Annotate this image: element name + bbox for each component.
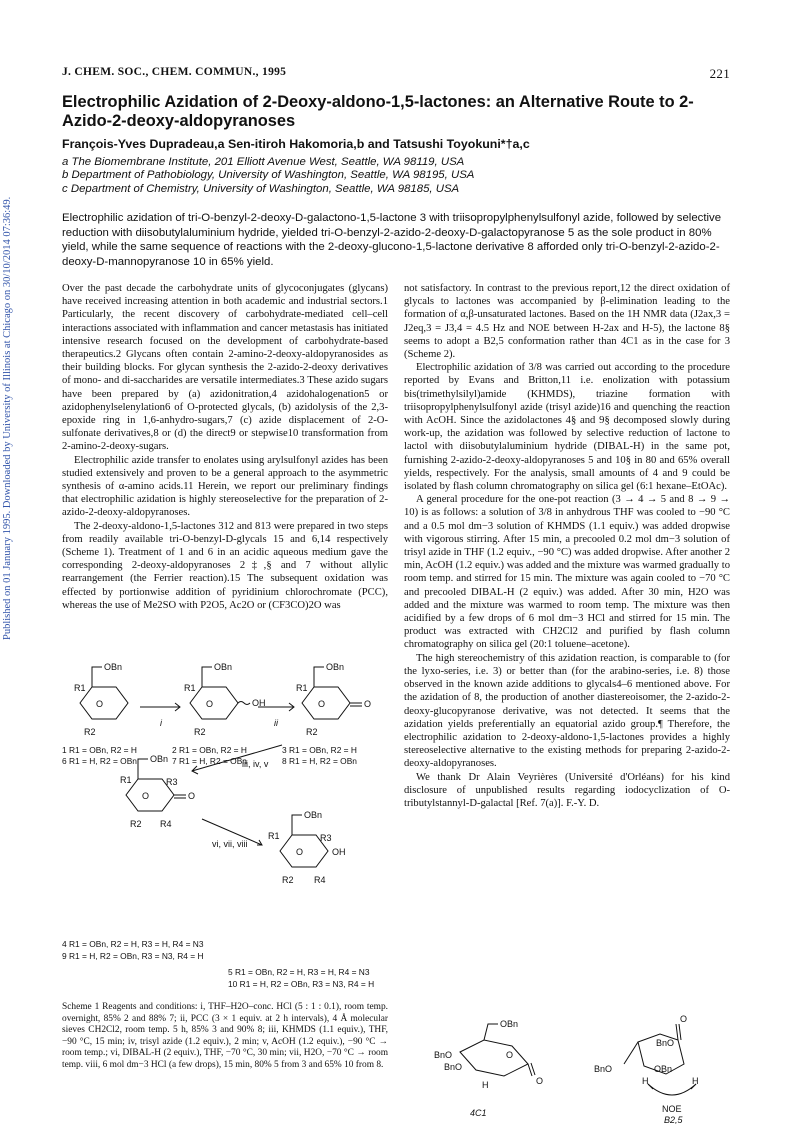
obn-label: OBn [500, 1019, 519, 1029]
substituent-bond [138, 759, 148, 779]
affiliation-a: a The Biomembrane Institute, 201 Elliott Avenue West, Seattle, WA 98119, USA [62, 156, 465, 168]
r1-label: R1 [296, 683, 308, 693]
o-label: O [206, 699, 214, 709]
carbonyl-bond [350, 703, 362, 706]
right-column [404, 282, 730, 810]
obn-label: OBn [214, 662, 233, 672]
download-watermark [0, 0, 20, 1128]
carbonyl-bond [528, 1063, 535, 1076]
wavy-bond [238, 702, 250, 705]
compound-label: 5 R1 = OBn, R2 = H, R3 = H, R4 = N3 [228, 967, 370, 977]
carbonyl-bond [174, 795, 186, 798]
carbonyl-bond [676, 1024, 681, 1040]
obn-label: OBn [150, 754, 169, 764]
conformer-b25-label: B2,5 [664, 1115, 683, 1124]
r1-label: R1 [268, 831, 280, 841]
carbonyl-o-label: O [364, 699, 372, 709]
ring-o-label: O [506, 1050, 514, 1060]
o-label: O [318, 699, 326, 709]
page-number: 221 [709, 66, 730, 81]
affiliation-c: c Department of Chemistry, University of Washington, Seattle, WA 98185, USA [62, 183, 460, 195]
ring-bond [302, 687, 350, 719]
running-head [62, 66, 730, 82]
ring-bond [80, 687, 128, 719]
scheme-2-figure [410, 1012, 732, 1124]
substituent-bond [624, 1042, 638, 1064]
obn-label: OBn [104, 662, 123, 672]
bno-label: BnO [594, 1064, 613, 1074]
paragraph: Electrophilic azide transfer to enolates using arylsulfonyl azides has been studied extensively and proven to be a general approach to the asymmetric synthesis of α-amino acids.11 Herein, we report our preliminary findings that electrophilic azidation is highly stereoselective for the preparation of 2-azido-2-deoxy-aldopyranoses. [62, 454, 388, 519]
noe-label: NOE [662, 1104, 682, 1114]
noe-arrow [648, 1084, 696, 1095]
author-list: François-Yves Dupradeau,a Sen-itiroh Hakomoria,b and Tatsushi Toyokuni*†a,c [62, 137, 530, 151]
r3-label: R3 [320, 833, 332, 843]
obn-label: OBn [654, 1064, 673, 1074]
compound-label: 2 R1 = OBn, R2 = H [172, 745, 247, 755]
step-i-label: i [160, 718, 162, 728]
oh-label: OH [332, 847, 346, 857]
r1-label: R1 [74, 683, 86, 693]
obn-label: OBn [304, 810, 323, 820]
step-ii-label: ii [274, 718, 278, 728]
scheme-1-figure [62, 655, 392, 1000]
r4-label: R4 [314, 875, 326, 885]
paragraph: Electrophilic azidation of 3/8 was carried out according to the procedure reported by Evans and Britton,11 i.e. enolization with potassium bis(trimethylsilyl)amide (KHMDS), triazine formation with triisopropylphenylsulfonyl azide (trisyl azide)16 and quenching the reaction with AcOH. Since the azidolactones 4§ and 9§ decomposed slowly during work-up, the azidation was followed by selective reduction of lactone to lactol with diisobutylaluminium hydride (DIBAL-H) in the same pot, furnishing 2-azido-2-deoxy-aldopyranoses 5 and 10§ in 80 and 65% overall yields, respectively. For the analysis, small amounts of 4 and 9 could be isolated by flash column chromatography on silica gel (6:1 hexane–EtOAc). [404, 362, 730, 493]
o-label: O [96, 699, 104, 709]
o-label: O [296, 847, 304, 857]
noe-arrowhead [648, 1084, 696, 1089]
r2-label: R2 [130, 819, 142, 829]
r4-label: R4 [160, 819, 172, 829]
h-label: H [692, 1076, 699, 1086]
download-watermark-text: Published on 01 January 1995. Downloaded by University of Illinois at Chicago on 30/10/2014 07:36:49. [2, 196, 13, 640]
bno-label: BnO [434, 1050, 453, 1060]
paragraph: not satisfactory. In contrast to the previous report,12 the direct oxidation of glycals to lactones was accompanied by β-elimination leading to the formation of α,β-unsaturated lactones. Based on the 1H NMR data (J2ax,3 = J2eq,3 = J3,4 = 4.5 Hz and NOE between H-2ax and H-5), the lactone 8§ seems to adopt a B2,5 conformation rather than 4C1 as in the case for 3 (Scheme 2). [404, 283, 730, 361]
substituent-bond [314, 667, 324, 687]
r1-label: R1 [120, 775, 132, 785]
compound-label: 9 R1 = H, R2 = OBn, R3 = N3, R4 = H [62, 951, 204, 961]
substituent-bond [202, 667, 212, 687]
compound-label: 1 R1 = OBn, R2 = H [62, 745, 137, 755]
paragraph: The high stereochemistry of this azidation reaction, is comparable to (for the lyxo-series, i.e. 3) or better than (for the arabino-series, i.e. 8) those observed in the known azide additions to glycals4–6 mentioned above. For the azidation of 8, the production of another diastereoisomer, the 2-azido-2-deoxy-glucopyranose derivative, was not detected. It seems that the azidation yields preferentially an equatorial azido group.¶ Therefore, the electrophilic azidation to 2-deoxy-aldono-1,5-lactones provides a highly stereoselective alternative to the existing methods for preparing 2-azido-2-deoxy-aldopyranoses. [404, 652, 730, 770]
paragraph: We thank Dr Alain Veyrières (Université d'Orléans) for his kind disclosure of unpublished results regarding iodocyclization of O-tributylstannyl-D-galactal [Ref. 7(a)]. F.-Y. D. [404, 771, 730, 809]
compound-label: 3 R1 = OBn, R2 = H [282, 745, 357, 755]
paragraph: A general procedure for the one-pot reaction (3 → 4 → 5 and 8 → 9 → 10) is as follows: a solution of 3/8 in anhydrous THF was cooled to −90 °C and a 0.5 mol dm−3 solution of KHMDS (1.1 equiv.) was added dropwise with vigorous stirring. After 15 min, a precooled 0.2 mol dm−3 solution of trisyl azide in THF (1.2 equiv., −90 °C) was added dropwise. After another 2 min, AcOH (1.2 equiv.) was added and the mixture was warmed gradually to room temp. and stirred for 15 min. The mixture was again cooled to −70 °C and precooled DIBAL-H (2 equiv.) was added. After 30 min, H2O was added and the mixture was warmed to room temp. The mixture was then acidified by a few drops of 6 mol dm−3 HCl and stirred for 15 min. The product was extracted with CH2Cl2 and purified by flash column chromatography on silica gel (20:1 toluene–acetone). [404, 494, 730, 651]
bno-label: BnO [656, 1038, 675, 1048]
h-label: H [482, 1080, 489, 1090]
compound-label: 4 R1 = OBn, R2 = H, R3 = H, R4 = N3 [62, 939, 204, 949]
affiliation-b: b Department of Pathobiology, University of Washington, Seattle, WA 98195, USA [62, 169, 475, 181]
r2-label: R2 [282, 875, 294, 885]
conformer-4c1-label: 4C1 [470, 1108, 487, 1118]
carbonyl-o-label: O [536, 1076, 544, 1086]
step-iii-v-label: iii, iv, v [242, 759, 269, 769]
r2-label: R2 [84, 727, 96, 737]
oh-label: OH [252, 698, 266, 708]
r2-label: R2 [306, 727, 318, 737]
abstract: Electrophilic azidation of tri-O-benzyl-2-deoxy-D-galactono-1,5-lactone 3 with triisopropylphenylsulfonyl azide, followed by selective reduction with diisobutylaluminium hydride, yielded tri-O-benzyl-2-azido-2-deoxy-D-galactopyranose 5 as the sole product in 80% yield, while the same sequence of reactions with the 2-deoxy-glucono-1,5-lactone derivative 8 afforded only tri-O-benzyl-2-azido-2-deoxy-D-mannopyranose 10 in 65% yield. [62, 212, 722, 268]
paragraph: Over the past decade the carbohydrate units of glycoconjugates (glycans) have received increasing attention in both academic and industrial sectors.1 Particularly, the recent discovery of carbohydrate-mediated cell–cell interactions associated with inflammation and cancer metastasis has initiated intensive research focused on the development of carbohydrate-based therapeutics.2 Glycans often contain 2-amino-2-deoxy-aldopyranosides as their building blocks. For glycan synthesis the 2-azido-2-deoxy derivatives of mono- and di-saccharides are versatile intermediates.3 These azido sugars have been prepared by (a) azidonitration,4 azidohalogenation5 or azidophenylselenylation6 of O-protected glycals, (b) azidolysis of the 2,3-epoxide ring in 1,6-anhydro-sugars,7 (c) azide displacement of 2-O-sulfonate derivatives,8 or (d) the direct9 or stepwise10 transformation from 2-amino-2-deoxy-sugars. [62, 283, 388, 453]
ring-bond [460, 1040, 528, 1076]
r1-label: R1 [184, 683, 196, 693]
ring-bond [190, 687, 238, 719]
r2-label: R2 [194, 727, 206, 737]
reaction-arrow [140, 703, 180, 711]
substituent-bond [92, 667, 102, 687]
journal-citation: J. CHEM. SOC., CHEM. COMMUN., 1995 [62, 66, 287, 78]
bno-label: BnO [444, 1062, 463, 1072]
carbonyl-o-label: O [188, 791, 196, 801]
step-vi-viii-label: vi, vii, viii [212, 839, 248, 849]
h-label: H [642, 1076, 649, 1086]
carbonyl-o-label: O [680, 1014, 688, 1024]
obn-label: OBn [326, 662, 345, 672]
r3-label: R3 [166, 777, 178, 787]
o-label: O [142, 791, 150, 801]
compound-label: 10 R1 = H, R2 = OBn, R3 = N3, R4 = H [228, 979, 375, 989]
substituent-bond [292, 815, 302, 835]
compound-label: 7 R1 = H, R2 = OBn [172, 756, 247, 766]
compound-label: 6 R1 = H, R2 = OBn [62, 756, 137, 766]
compound-label: 8 R1 = H, R2 = OBn [282, 756, 357, 766]
scheme-1-caption: Scheme 1 Reagents and conditions: i, THF–H2O–conc. HCl (5 : 1 : 0.1), room temp. overnight, 85% 2 and 88% 7; ii, PCC (3 × 1 equiv. at 2 h intervals), 4 Å molecular sieves CH2Cl2, room temp. 5 h, 85% 3 and 90% 8; iii, KHMDS (1.1 equiv.), THF, −90 °C, 15 min; iv, trisyl azide (1.2 equiv.), 2 min; v, AcOH (1.2 equiv.), −90 °C → room temp.; vi, DIBAL-H (2 equiv.), THF, −70 °C, 30 min; vii, H2O, −70 °C → room temp. viii, 6 mol dm−3 HCl (a few drops), 15 min, 80% 5 from 3 and 65% 10 from 8. [62, 1002, 388, 1070]
article-title: Electrophilic Azidation of 2-Deoxy-aldono-1,5-lactones: an Alternative Route to 2-Azido-2-deoxy-aldopyranoses [62, 93, 694, 130]
paragraph: The 2-deoxy-aldono-1,5-lactones 312 and 813 were prepared in two steps from readily available tri-O-benzyl-D-glycals 15 and 6,14 respectively (Scheme 1). Treatment of 1 and 6 in an acidic aqueous medium gave the corresponding 2-deoxy-aldopyranoses 2‡,§ and 7 without allylic rearrangement (the Ferrier reaction).15 The subsequent oxidation was effected by portionwise addition of pyridinium chlorochromate (PCC), whereas the use of Me2SO with P2O5, Ac2O or (CF3CO)2O was [62, 520, 388, 611]
substituent-bond [484, 1024, 498, 1040]
left-column [62, 282, 388, 612]
